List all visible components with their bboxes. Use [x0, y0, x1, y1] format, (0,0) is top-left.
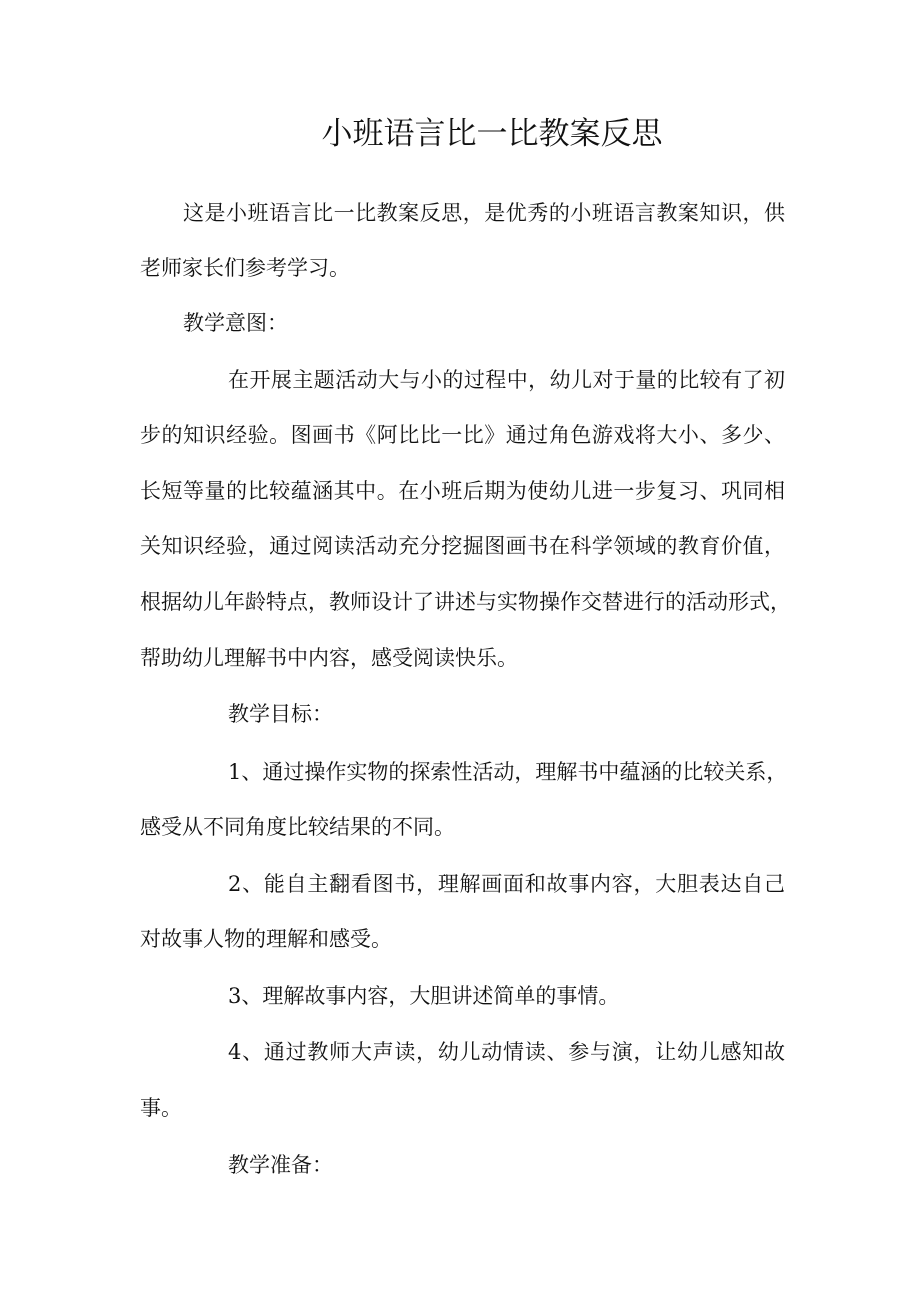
intent-heading: 教学意图：: [183, 311, 288, 335]
intent-line: 步的知识经验。图画书《阿比比一比》通过角色游戏将大小、多少、: [140, 423, 785, 447]
prep-heading: 教学准备：: [228, 1153, 333, 1177]
goal-item-3: 3、理解故事内容，大胆讲述简单的事情。: [228, 984, 620, 1008]
intro-line: 老师家长们参考学习。: [140, 256, 350, 280]
intent-line: 关知识经验，通过阅读活动充分挖掘图画书在科学领域的教育价值，: [140, 534, 785, 558]
intro-line: 这是小班语言比一比教案反思，是优秀的小班语言教案知识，供: [183, 201, 785, 225]
goal-item-1: 1、通过操作实物的探索性活动，理解书中蕴涵的比较关系，: [228, 760, 788, 784]
goal-item-2: 2、能自主翻看图书，理解画面和故事内容，大胆表达自己: [228, 872, 785, 896]
document-title: 小班语言比一比教案反思: [321, 116, 663, 152]
intent-line: 根据幼儿年龄特点，教师设计了讲述与实物操作交替进行的活动形式，: [140, 590, 791, 614]
goal-item-1-cont: 感受从不同角度比较结果的不同。: [140, 815, 455, 839]
intent-line: 长短等量的比较蕴涵其中。在小班后期为使幼儿进一步复习、巩同相: [140, 479, 785, 503]
intent-line: 帮助幼儿理解书中内容，感受阅读快乐。: [140, 646, 518, 670]
goal-item-4: 4、通过教师大声读，幼儿动情读、参与演，让幼儿感知故: [228, 1040, 785, 1064]
goals-heading: 教学目标：: [228, 702, 333, 726]
goal-item-2-cont: 对故事人物的理解和感受。: [140, 927, 392, 951]
goal-item-4-cont: 事。: [140, 1096, 182, 1120]
intent-line: 在开展主题活动大与小的过程中，幼儿对于量的比较有了初: [228, 368, 785, 392]
